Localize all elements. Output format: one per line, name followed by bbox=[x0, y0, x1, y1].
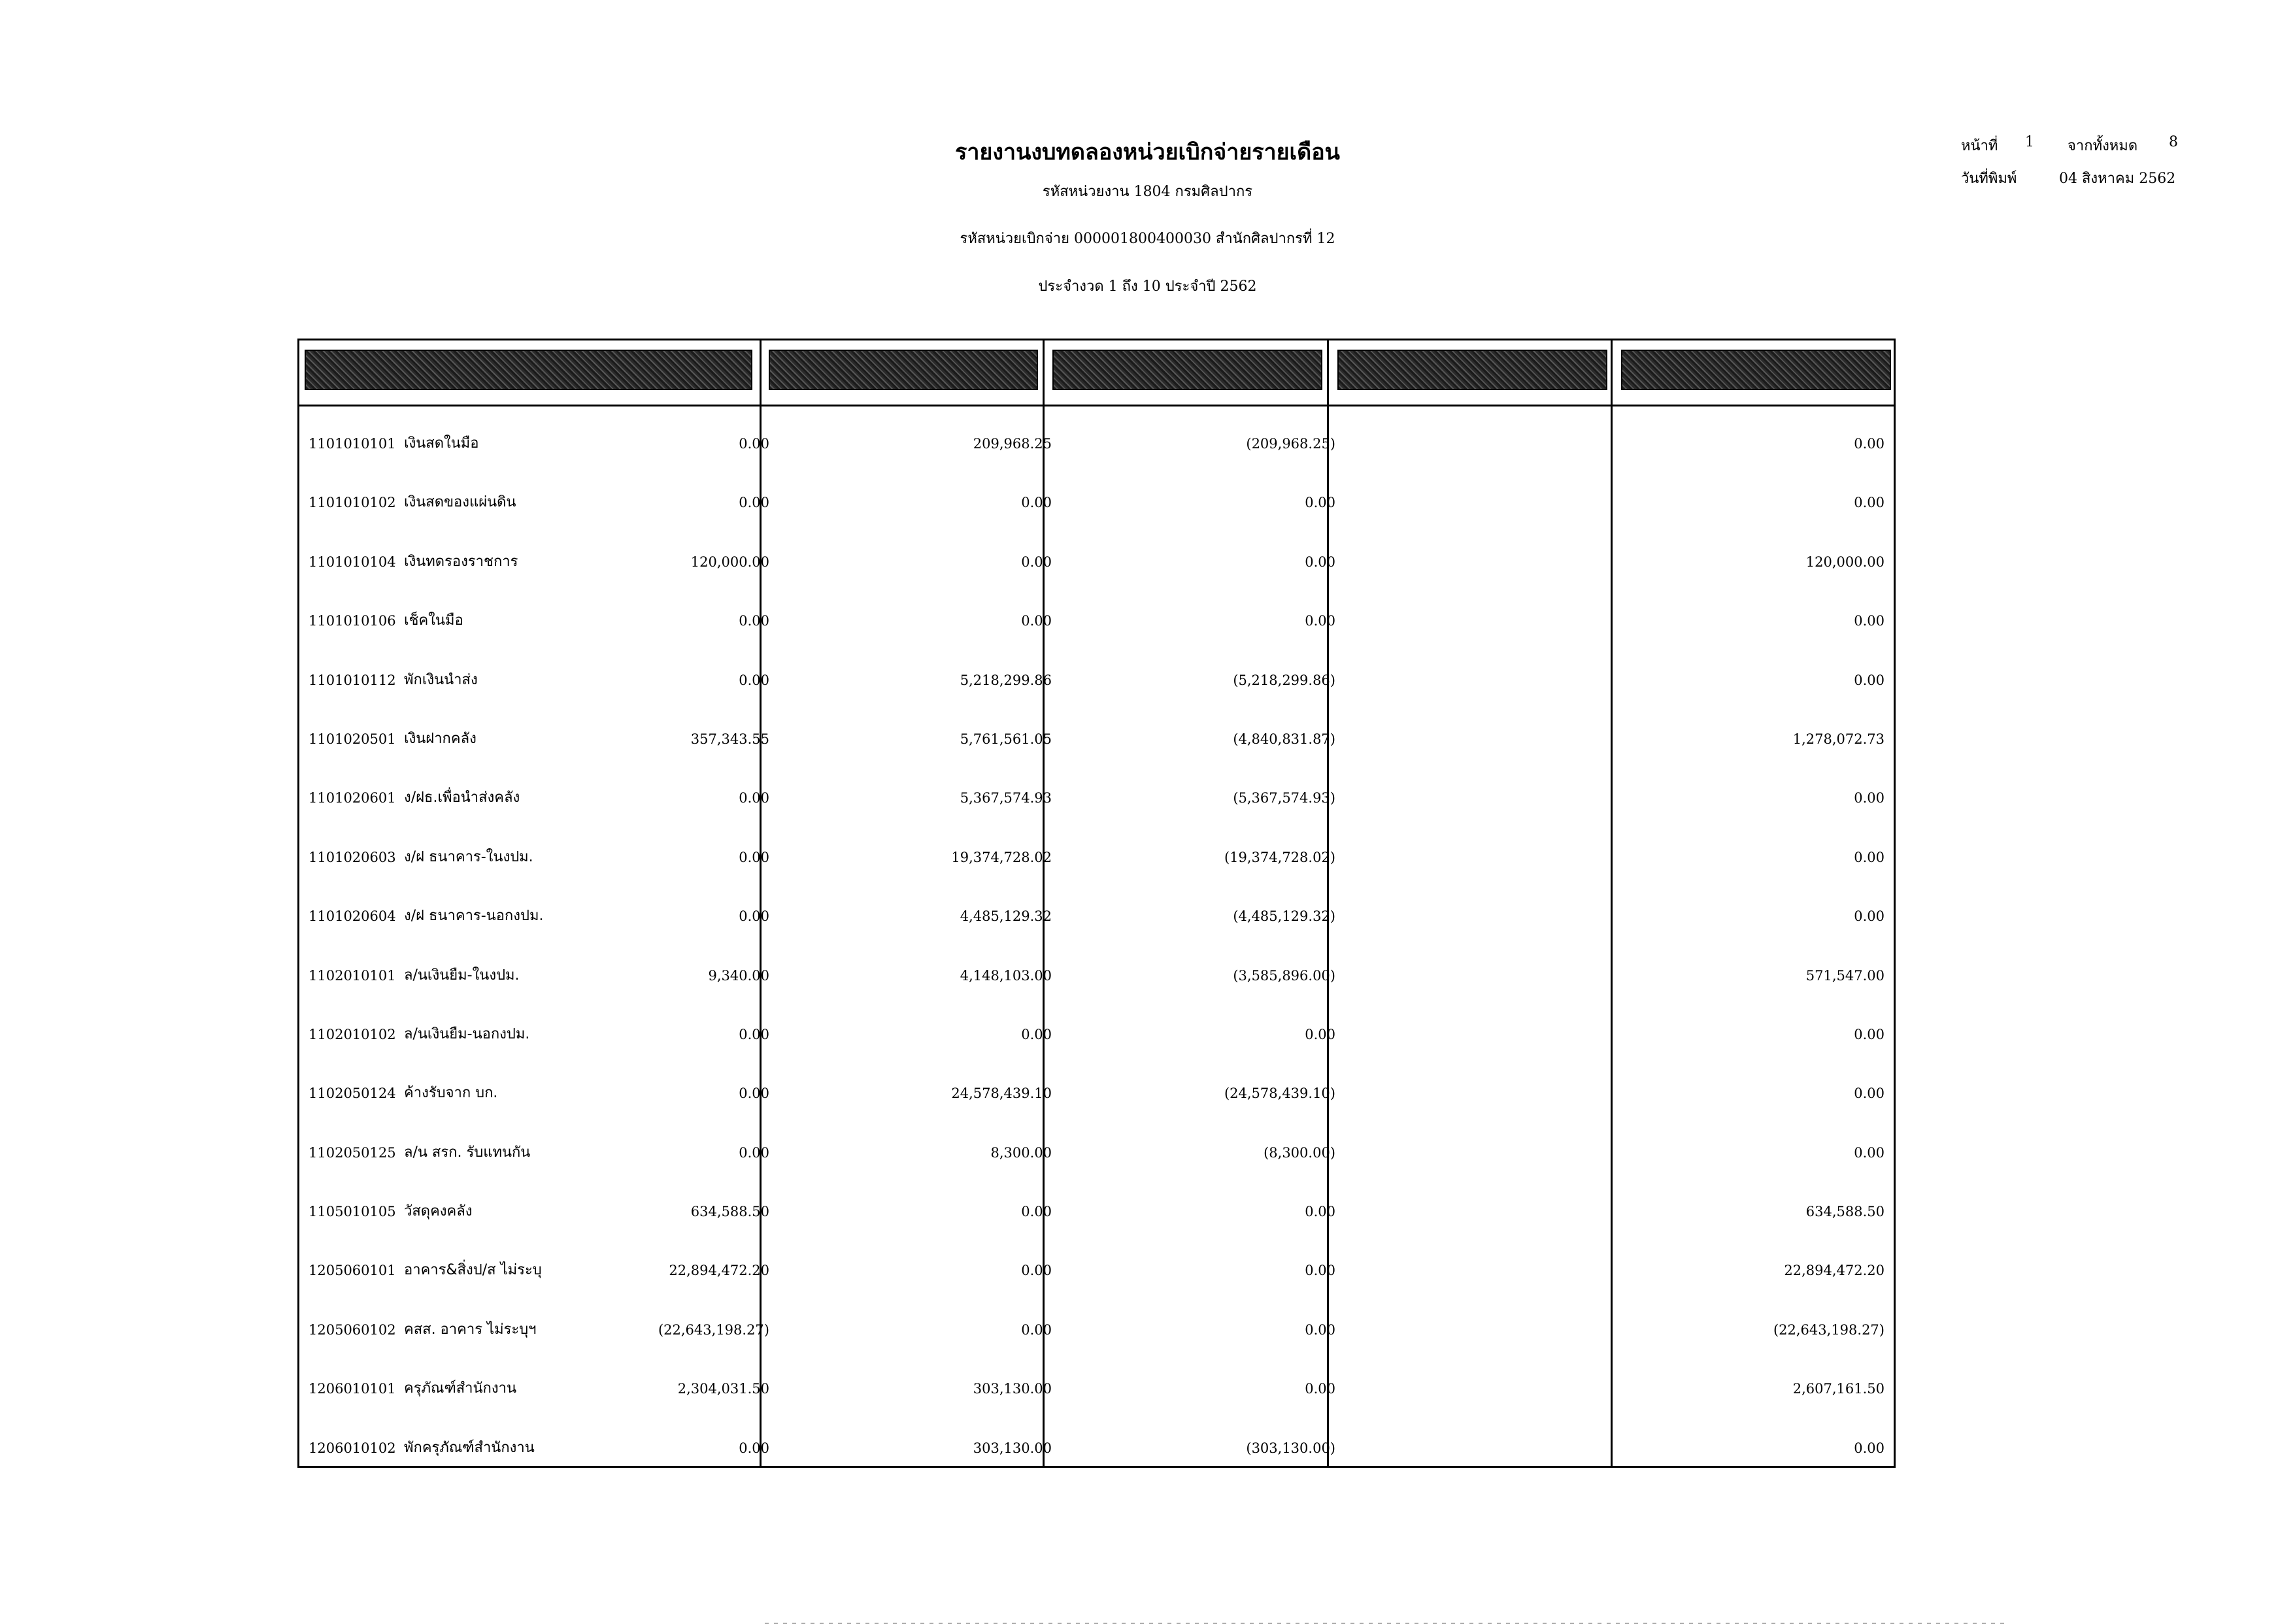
credit-amount: 0.00 bbox=[1305, 1026, 1335, 1042]
closing-balance: 22,894,472.20 bbox=[1784, 1263, 1885, 1279]
closing-balance: 0.00 bbox=[1854, 672, 1885, 688]
credit-amount: 0.00 bbox=[1305, 1263, 1335, 1279]
table-header bbox=[299, 340, 1894, 406]
debit-amount: 0.00 bbox=[1021, 1263, 1052, 1279]
table-row bbox=[299, 533, 1894, 591]
opening-balance: 2,304,031.50 bbox=[677, 1381, 769, 1397]
account-name: เช็คในมือ bbox=[404, 612, 463, 629]
opening-balance: 0.00 bbox=[739, 1144, 769, 1161]
header-cell-debit bbox=[1052, 350, 1322, 390]
account-code: 1101020604 bbox=[309, 908, 396, 925]
credit-amount: (303,130.00) bbox=[1246, 1440, 1335, 1456]
report-title: รายงานงบทดลองหน่วยเบิกจ่ายรายเดือน bbox=[955, 139, 1340, 165]
credit-amount: (209,968.25) bbox=[1246, 436, 1335, 452]
account-name: ล/นเงินยืม-ในงปม. bbox=[404, 967, 520, 984]
debit-amount: 8,300.00 bbox=[990, 1144, 1052, 1161]
opening-balance: 0.00 bbox=[739, 495, 769, 511]
debit-amount: 0.00 bbox=[1021, 1321, 1052, 1338]
account-code: 1101010102 bbox=[309, 495, 396, 511]
closing-balance: 120,000.00 bbox=[1805, 554, 1885, 570]
table-row bbox=[299, 651, 1894, 710]
unit-line: รหัสหน่วยเบิกจ่าย 000001800400030 สำนักศิลปากรที่ 12 bbox=[960, 231, 1335, 247]
opening-balance: 0.00 bbox=[739, 436, 769, 452]
table-row bbox=[299, 769, 1894, 827]
closing-balance: 0.00 bbox=[1854, 790, 1885, 806]
credit-amount: (4,840,831.87) bbox=[1233, 731, 1335, 747]
header-cell-opening bbox=[769, 350, 1038, 390]
account-name: อาคาร&สิ่งป/ส ไม่ระบุ bbox=[404, 1262, 542, 1279]
account-name: ครุภัณฑ์สำนักงาน bbox=[404, 1380, 516, 1397]
opening-balance: 357,343.55 bbox=[690, 731, 769, 747]
account-name: เงินสดของแผ่นดิน bbox=[404, 494, 516, 511]
account-name: คสส. อาคาร ไม่ระบุฯ bbox=[404, 1321, 537, 1338]
table-row bbox=[299, 828, 1894, 887]
account-code: 1102050124 bbox=[309, 1085, 396, 1102]
closing-balance: 0.00 bbox=[1854, 908, 1885, 925]
debit-amount: 303,130.00 bbox=[973, 1381, 1052, 1397]
table-row bbox=[299, 1359, 1894, 1418]
total-label: จากทั้งหมด bbox=[2068, 138, 2138, 154]
debit-amount: 4,148,103.00 bbox=[960, 967, 1052, 984]
debit-amount: 0.00 bbox=[1021, 613, 1052, 629]
opening-balance: 22,894,472.20 bbox=[669, 1263, 769, 1279]
closing-balance: 634,588.50 bbox=[1805, 1204, 1885, 1220]
credit-amount: 0.00 bbox=[1305, 1321, 1335, 1338]
debit-amount: 0.00 bbox=[1021, 1026, 1052, 1042]
closing-balance: 0.00 bbox=[1854, 1440, 1885, 1456]
closing-balance: 0.00 bbox=[1854, 849, 1885, 865]
opening-balance: 0.00 bbox=[739, 790, 769, 806]
opening-balance: 120,000.00 bbox=[690, 554, 769, 570]
table-row bbox=[299, 946, 1894, 1005]
trial-balance-table bbox=[297, 339, 1896, 1468]
opening-balance: 0.00 bbox=[739, 613, 769, 629]
period-line: ประจำงวด 1 ถึง 10 ประจำปี 2562 bbox=[1038, 278, 1257, 295]
credit-amount: (8,300.00) bbox=[1264, 1144, 1335, 1161]
credit-amount: (4,485,129.32) bbox=[1233, 908, 1335, 925]
debit-amount: 4,485,129.32 bbox=[960, 908, 1052, 925]
credit-amount: (3,585,896.00) bbox=[1233, 967, 1335, 984]
account-name: พักเงินนำส่ง bbox=[404, 671, 478, 688]
account-name: ง/ฝ ธนาคาร-ในงปม. bbox=[404, 848, 533, 865]
account-name: ล/น สรก. รับแทนกัน bbox=[404, 1144, 531, 1161]
table-row bbox=[299, 1123, 1894, 1182]
print-date: 04 สิงหาคม 2562 bbox=[2059, 171, 2176, 187]
table-row bbox=[299, 591, 1894, 650]
closing-balance: 0.00 bbox=[1854, 613, 1885, 629]
opening-balance: 0.00 bbox=[739, 1440, 769, 1456]
account-code: 1102010101 bbox=[309, 967, 396, 984]
credit-amount: 0.00 bbox=[1305, 495, 1335, 511]
print-date-label: วันที่พิมพ์ bbox=[1961, 171, 2017, 187]
header-cell-credit bbox=[1337, 350, 1607, 390]
account-name: เงินสดในมือ bbox=[404, 435, 479, 452]
table-row bbox=[299, 1241, 1894, 1300]
account-name: ง/ฝธ.เพื่อนำส่งคลัง bbox=[404, 789, 520, 806]
debit-amount: 24,578,439.10 bbox=[951, 1085, 1052, 1102]
opening-balance: 0.00 bbox=[739, 849, 769, 865]
debit-amount: 209,968.25 bbox=[973, 436, 1052, 452]
account-code: 1205060101 bbox=[309, 1263, 396, 1279]
agency-line: รหัสหน่วยงาน 1804 กรมศิลปากร bbox=[1042, 184, 1253, 200]
table-row bbox=[299, 1419, 1894, 1478]
account-code: 1101010112 bbox=[309, 672, 396, 688]
account-code: 1101020601 bbox=[309, 790, 396, 806]
opening-balance: 0.00 bbox=[739, 908, 769, 925]
credit-amount: 0.00 bbox=[1305, 554, 1335, 570]
opening-balance: 0.00 bbox=[739, 672, 769, 688]
account-code: 1101020603 bbox=[309, 849, 396, 865]
closing-balance: 0.00 bbox=[1854, 436, 1885, 452]
debit-amount: 5,218,299.86 bbox=[960, 672, 1052, 688]
table-row bbox=[299, 473, 1894, 532]
credit-amount: 0.00 bbox=[1305, 613, 1335, 629]
account-code: 1206010101 bbox=[309, 1381, 396, 1397]
opening-balance: 9,340.00 bbox=[708, 967, 769, 984]
closing-balance: (22,643,198.27) bbox=[1773, 1321, 1885, 1338]
account-code: 1101010104 bbox=[309, 554, 396, 570]
debit-amount: 5,367,574.93 bbox=[960, 790, 1052, 806]
credit-amount: (24,578,439.10) bbox=[1224, 1085, 1335, 1102]
opening-balance: 634,588.50 bbox=[690, 1204, 769, 1220]
opening-balance: 0.00 bbox=[739, 1085, 769, 1102]
account-name: ล/นเงินยืม-นอกงปม. bbox=[404, 1025, 530, 1042]
account-name: พักครุภัณฑ์สำนักงาน bbox=[404, 1439, 535, 1456]
closing-balance: 0.00 bbox=[1854, 495, 1885, 511]
account-code: 1101010106 bbox=[309, 613, 396, 629]
debit-amount: 303,130.00 bbox=[973, 1440, 1052, 1456]
credit-amount: 0.00 bbox=[1305, 1381, 1335, 1397]
table-body bbox=[299, 414, 1894, 1478]
table-row bbox=[299, 1301, 1894, 1359]
account-code: 1102050125 bbox=[309, 1144, 396, 1161]
credit-amount: (5,218,299.86) bbox=[1233, 672, 1335, 688]
account-code: 1105010105 bbox=[309, 1204, 396, 1220]
closing-balance: 571,547.00 bbox=[1805, 967, 1885, 984]
header-cell-account bbox=[305, 350, 752, 390]
account-code: 1205060102 bbox=[309, 1321, 396, 1338]
account-name: เงินทดรองราชการ bbox=[404, 553, 518, 570]
debit-amount: 19,374,728.02 bbox=[951, 849, 1052, 865]
table-row bbox=[299, 414, 1894, 473]
header-cell-closing bbox=[1621, 350, 1891, 390]
credit-amount: 0.00 bbox=[1305, 1204, 1335, 1220]
table-row bbox=[299, 1005, 1894, 1064]
table-row bbox=[299, 1064, 1894, 1123]
table-row bbox=[299, 887, 1894, 946]
closing-balance: 1,278,072.73 bbox=[1792, 731, 1885, 747]
account-name: ง/ฝ ธนาคาร-นอกงปม. bbox=[404, 908, 544, 925]
total-pages: 8 bbox=[2169, 134, 2178, 150]
account-code: 1206010102 bbox=[309, 1440, 396, 1456]
debit-amount: 5,761,561.05 bbox=[960, 731, 1052, 747]
account-name: เงินฝากคลัง bbox=[404, 730, 477, 747]
opening-balance: (22,643,198.27) bbox=[658, 1321, 769, 1338]
debit-amount: 0.00 bbox=[1021, 554, 1052, 570]
closing-balance: 2,607,161.50 bbox=[1792, 1381, 1885, 1397]
table-row bbox=[299, 710, 1894, 769]
account-name: วัสดุคงคลัง bbox=[404, 1203, 473, 1220]
account-code: 1101010101 bbox=[309, 436, 396, 452]
table-row bbox=[299, 1182, 1894, 1241]
closing-balance: 0.00 bbox=[1854, 1144, 1885, 1161]
account-code: 1101020501 bbox=[309, 731, 396, 747]
credit-amount: (19,374,728.02) bbox=[1224, 849, 1335, 865]
debit-amount: 0.00 bbox=[1021, 1204, 1052, 1220]
closing-balance: 0.00 bbox=[1854, 1085, 1885, 1102]
page-number: 1 bbox=[2025, 134, 2034, 150]
opening-balance: 0.00 bbox=[739, 1026, 769, 1042]
account-code: 1102010102 bbox=[309, 1026, 396, 1042]
closing-balance: 0.00 bbox=[1854, 1026, 1885, 1042]
page-label: หน้าที่ bbox=[1961, 138, 1998, 154]
account-name: ค้างรับจาก บก. bbox=[404, 1085, 498, 1102]
credit-amount: (5,367,574.93) bbox=[1233, 790, 1335, 806]
debit-amount: 0.00 bbox=[1021, 495, 1052, 511]
